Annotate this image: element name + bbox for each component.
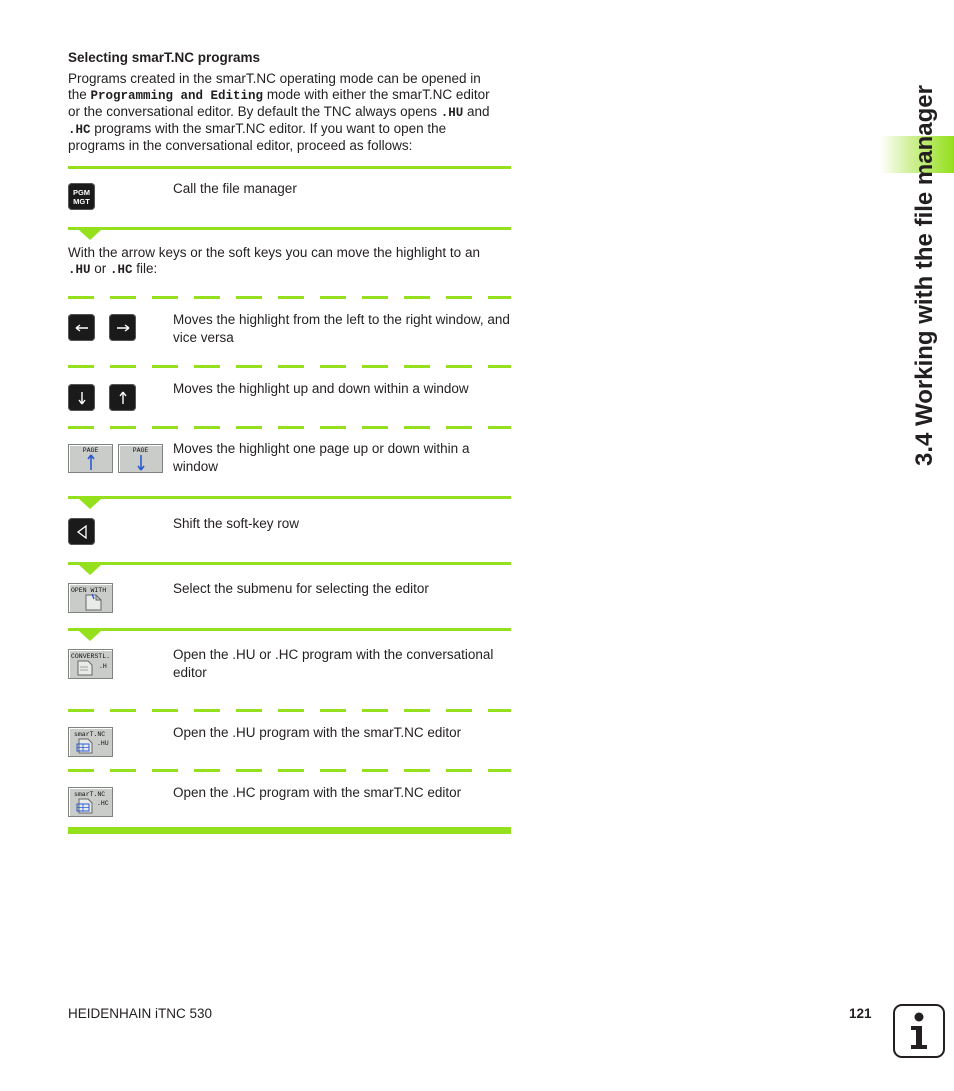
- divider-dashed: [68, 296, 511, 299]
- divider-dashed: [68, 709, 511, 712]
- step-description: Open the .HU program with the smarT.NC editor: [173, 725, 462, 740]
- step-description: Moves the highlight up and down within a window: [173, 381, 469, 396]
- arrow-up-key[interactable]: [109, 384, 136, 411]
- file-extension: .HU: [440, 106, 464, 120]
- smartnc-hu-softkey[interactable]: smarT.NC .HU: [68, 727, 113, 757]
- document-icon: [76, 660, 94, 676]
- divider-solid: [68, 227, 511, 230]
- arrow-down-icon: [77, 391, 87, 405]
- divider-solid: [68, 562, 511, 565]
- arrow-up-icon: [118, 391, 128, 405]
- mode-name: Programming and Editing: [90, 89, 264, 103]
- divider-solid: [68, 166, 511, 169]
- arrow-left-key[interactable]: [68, 314, 95, 341]
- footer-product: HEIDENHAIN iTNC 530: [68, 1006, 213, 1021]
- chapter-title: 3.4 Working with the file manager: [911, 85, 938, 466]
- step-description: Moves the highlight one page up or down within a window: [173, 441, 470, 474]
- arrow-left-icon: [75, 323, 89, 333]
- smartnc-document-icon: [76, 798, 94, 814]
- smartnc-document-icon: [76, 738, 94, 754]
- page-up-softkey[interactable]: PAGE: [68, 444, 113, 473]
- conversational-editor-softkey[interactable]: CONVERSTL. .H: [68, 649, 113, 679]
- step-description: Open the .HU or .HC program with the conversational editor: [173, 647, 494, 680]
- file-extension: .HU: [68, 263, 91, 277]
- step-description: Moves the highlight from the left to the right window, and vice versa: [173, 312, 510, 345]
- step-arrow: [79, 499, 101, 509]
- step-description: Open the .HC program with the smarT.NC editor: [173, 785, 462, 800]
- arrow-paragraph: With the arrow keys or the soft keys you can move the highlight to an .HU or .HC file:: [68, 245, 480, 277]
- step-description: Select the submenu for selecting the editor: [173, 581, 429, 596]
- divider-solid: [68, 496, 511, 499]
- intro-paragraph: [68, 71, 516, 154]
- arrow-right-key[interactable]: [109, 314, 136, 341]
- intro-line: or the conversational editor. By default the TNC always opens .HU and: [68, 104, 490, 120]
- step-arrow: [79, 631, 101, 641]
- page-down-softkey[interactable]: PAGE: [118, 444, 163, 473]
- arrow-down-key[interactable]: [68, 384, 95, 411]
- page-number: 121: [849, 1006, 872, 1021]
- document-icon: [83, 594, 103, 611]
- pgm-mgt-key[interactable]: PGM MGT: [68, 183, 95, 210]
- info-icon: [893, 1004, 945, 1058]
- section-heading: Selecting smarT.NC programs: [68, 50, 261, 65]
- intro-line: Programs created in the smarT.NC operating mode can be opened in: [68, 71, 481, 86]
- shift-softkey-row-key[interactable]: [68, 518, 95, 545]
- divider-dashed: [68, 769, 511, 772]
- arrow-right-icon: [116, 323, 130, 333]
- divider-dashed: [68, 426, 511, 429]
- file-extension: .HC: [110, 263, 133, 277]
- open-with-softkey[interactable]: OPEN WITH: [68, 583, 113, 613]
- step-arrow: [79, 230, 101, 240]
- divider-end: [68, 827, 511, 834]
- divider-solid: [68, 628, 511, 631]
- page-down-icon: [136, 454, 146, 471]
- step-description: Shift the soft-key row: [173, 516, 300, 531]
- smartnc-hc-softkey[interactable]: smarT.NC .HC: [68, 787, 113, 817]
- step-arrow: [79, 565, 101, 575]
- divider-dashed: [68, 365, 511, 368]
- triangle-left-icon: [76, 525, 88, 539]
- intro-line: programs in the conversational editor, proceed as follows:: [68, 138, 413, 153]
- intro-line: the Programming and Editing mode with either the smarT.NC editor: [68, 87, 490, 103]
- intro-line: .HC programs with the smarT.NC editor. If you want to open the: [68, 121, 447, 137]
- file-extension: .HC: [68, 123, 91, 137]
- step-description: Call the file manager: [173, 181, 297, 196]
- page-up-icon: [86, 454, 96, 471]
